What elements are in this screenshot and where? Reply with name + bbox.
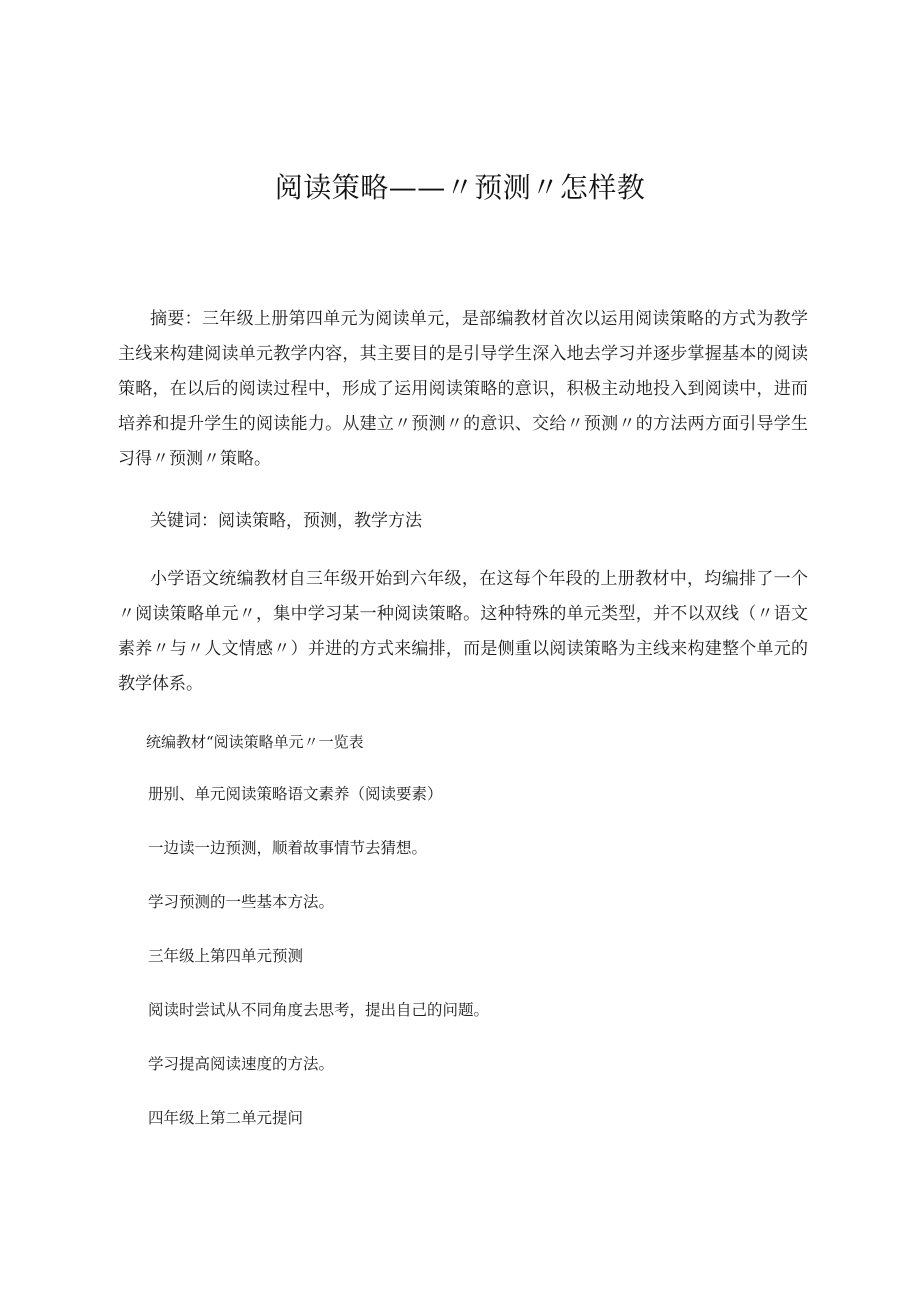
- table-line: 学习预测的一些基本方法。: [148, 893, 335, 911]
- table-line: 一边读一边预测，顺着故事情节去猜想。: [148, 839, 428, 857]
- table-line: 三年级上第四单元预测: [148, 947, 304, 965]
- table-line: 学习提高阅读速度的方法。: [148, 1055, 335, 1073]
- document-title: 阅读策略——〃预测〃怎样教: [274, 171, 646, 204]
- table-line: 阅读时尝试从不同角度去思考，提出自己的问题。: [148, 1001, 490, 1019]
- table-line: 四年级上第二单元提问: [148, 1109, 304, 1127]
- keywords-paragraph: 关键词：阅读策略，预测，教学方法: [150, 511, 422, 531]
- abstract-paragraph: 摘要：三年级上册第四单元为阅读单元，是部编教材首次以运用阅读策略的方式为教学主线来构建阅读单元教学内容，其主要目的是引导学生深入地去学习并逐步掌握基本的阅读策略，在以后的阅读过程中，形成了运用阅读策略的意识，积极主动地投入到阅读中，进而培养和提升学生的阅读能力。从建立〃预测〃的意识、交给〃预测〃的方法两方面引导学生习得〃预测〃策略。: [118, 309, 808, 469]
- table-line: 册别、单元阅读策略语文素养（阅读要素）: [148, 785, 443, 803]
- table-caption: 统编教材“阅读策略单元〃一览表: [146, 733, 364, 751]
- intro-paragraph: 小学语文统编教材自三年级开始到六年级，在这每个年段的上册教材中，均编排了一个〃阅读策略单元〃，集中学习某一种阅读策略。这种特殊的单元类型，并不以双线（〃语文素养〃与〃人文情感〃）并进的方式来编排，而是侧重以阅读策略为主线来构建整个单元的教学体系。: [118, 569, 808, 694]
